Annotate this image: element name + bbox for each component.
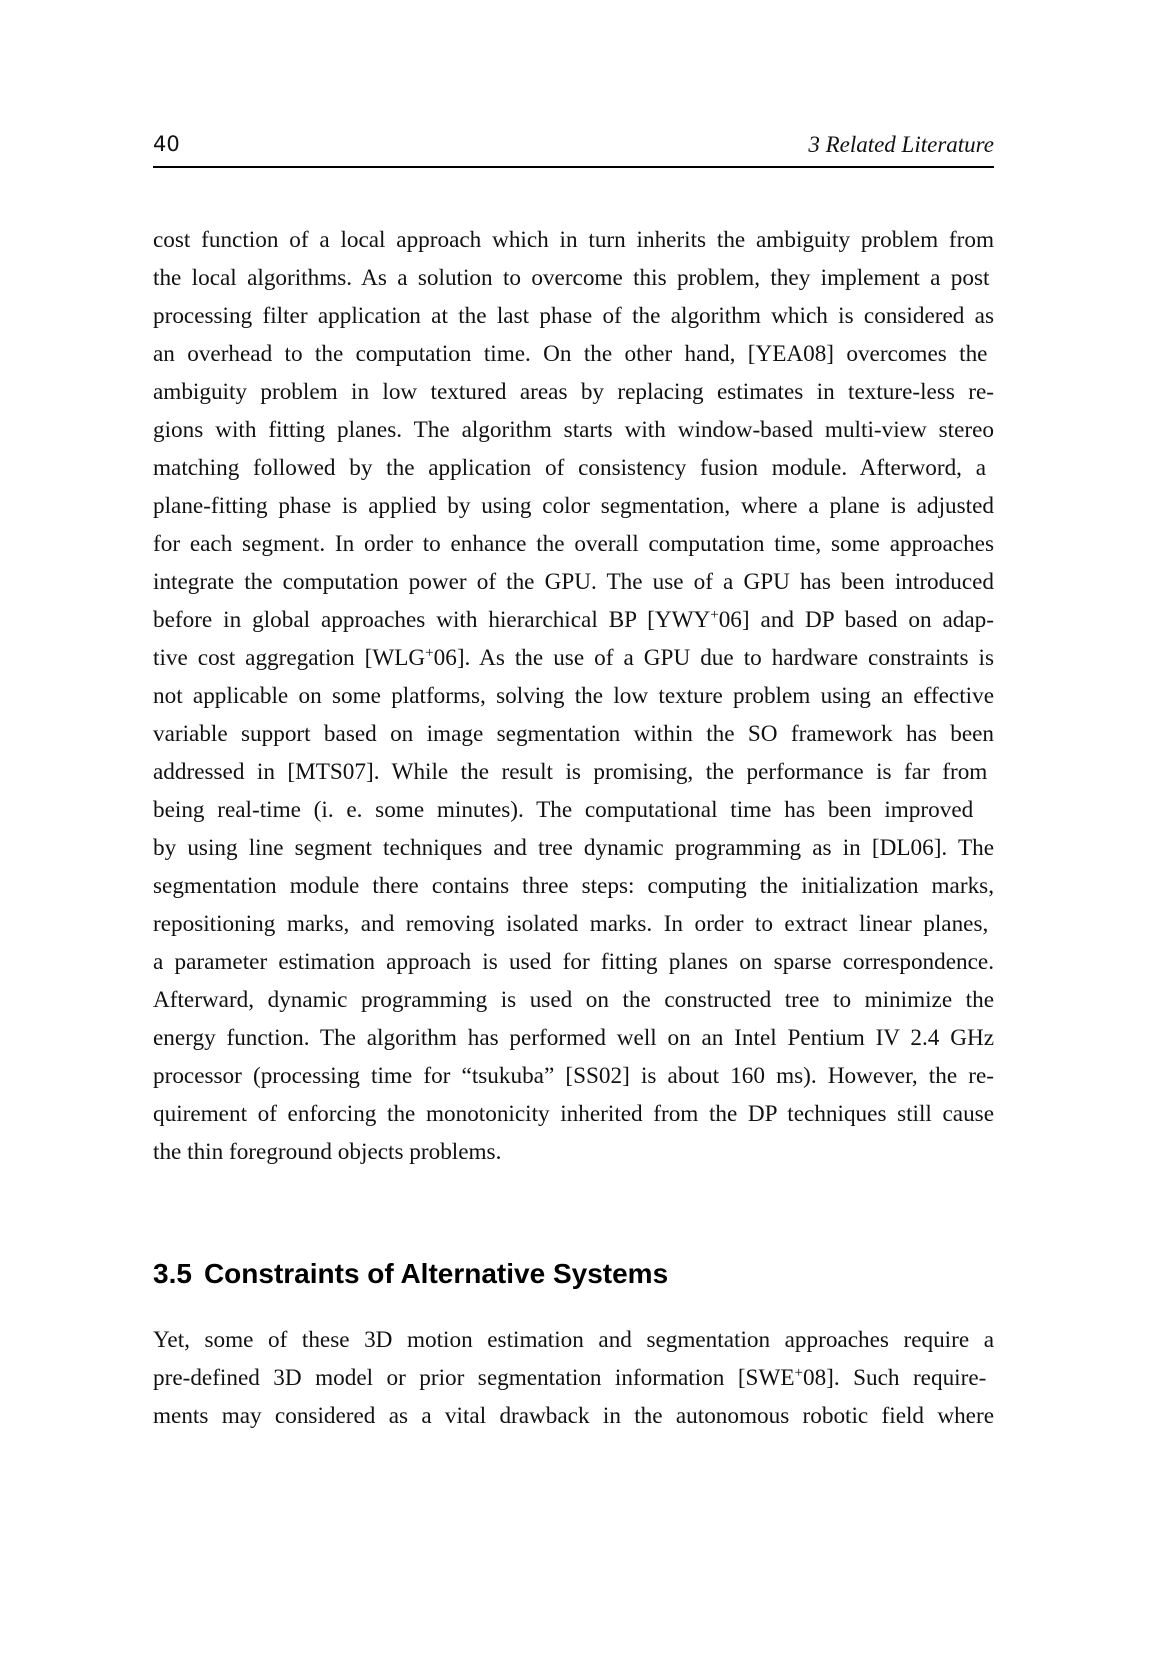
- text-line: repositioning marks, and removing isolated marks. In order to extract linear planes,: [153, 911, 989, 937]
- text-line: being real-time (i. e. some minutes). The computational time has been improved: [153, 797, 974, 823]
- text-line: cost function of a local approach which in turn inherits the ambiguity problem from: [153, 227, 994, 253]
- text-segment: 08]. Such require-: [802, 1365, 987, 1391]
- text-segment: pre-defined 3D model or prior segmentation information [SWE: [153, 1365, 795, 1391]
- citation-superscript: +: [794, 1365, 803, 1381]
- text-line: the local algorithms. As a solution to overcome this problem, they implement a post: [153, 265, 990, 291]
- text-line: ments may considered as a vital drawback in the autonomous robotic field where: [153, 1403, 994, 1429]
- text-line-citation: [153, 1359, 994, 1397]
- text-line: ambiguity problem in low textured areas by replacing estimates in texture-less re-: [153, 379, 994, 405]
- text-segment: 06] and DP based on adap-: [718, 607, 994, 633]
- text-segment: 06]. As the use of a GPU due to hardware constraints is: [433, 645, 994, 671]
- text-line: Yet, some of these 3D motion estimation and segmentation approaches require a: [153, 1327, 994, 1353]
- text-line: variable support based on image segmentation within the SO framework has been: [153, 721, 994, 747]
- text-line-citation: [153, 601, 994, 639]
- text-line: the thin foreground objects problems.: [153, 1139, 502, 1165]
- running-header: [153, 130, 994, 168]
- chapter-title: 3 Related Literature: [808, 132, 994, 157]
- text-line: a parameter estimation approach is used for fitting planes on sparse correspondence.: [153, 949, 994, 975]
- section-heading: [153, 1258, 668, 1290]
- text-line: quirement of enforcing the monotonicity inherited from the DP techniques still cause: [153, 1101, 994, 1127]
- text-line: an overhead to the computation time. On the other hand, [YEA08] overcomes the: [153, 341, 988, 367]
- section-title: Constraints of Alternative Systems: [203, 1258, 669, 1290]
- text-line: integrate the computation power of the GPU. The use of a GPU has been introduced: [153, 569, 994, 595]
- text-segment: before in global approaches with hierarchical BP [YWY: [153, 607, 711, 633]
- citation-superscript: +: [710, 607, 719, 623]
- text-line: not applicable on some platforms, solving the low texture problem using an effective: [153, 683, 994, 709]
- text-line: matching followed by the application of consistency fusion module. Afterword, a: [153, 455, 987, 481]
- citation-superscript: +: [425, 645, 434, 661]
- text-line: energy function. The algorithm has performed well on an Intel Pentium IV 2.4 GHz: [153, 1025, 994, 1051]
- text-line: for each segment. In order to enhance the overall computation time, some approaches: [153, 531, 994, 557]
- page-number: 40: [153, 132, 180, 156]
- body-paragraph: [153, 221, 994, 1171]
- section-number: 3.5: [153, 1258, 192, 1290]
- text-line: by using line segment techniques and tree dynamic programming as in [DL06]. The: [153, 835, 994, 861]
- text-line: segmentation module there contains three steps: computing the initialization marks,: [153, 873, 994, 899]
- text-segment: tive cost aggregation [WLG: [153, 645, 426, 671]
- text-line-citation: [153, 639, 994, 677]
- text-line: gions with fitting planes. The algorithm starts with window-based multi-view stereo: [153, 417, 994, 443]
- text-line: processing filter application at the last phase of the algorithm which is considered as: [153, 303, 994, 329]
- text-line: addressed in [MTS07]. While the result is promising, the performance is far from: [153, 759, 988, 785]
- text-line: processor (processing time for “tsukuba” [SS02] is about 160 ms). However, the re-: [153, 1063, 994, 1089]
- body-paragraph: [153, 1321, 994, 1435]
- text-line: Afterward, dynamic programming is used on the constructed tree to minimize the: [153, 987, 994, 1013]
- text-line: plane-fitting phase is applied by using color segmentation, where a plane is adjusted: [153, 493, 994, 519]
